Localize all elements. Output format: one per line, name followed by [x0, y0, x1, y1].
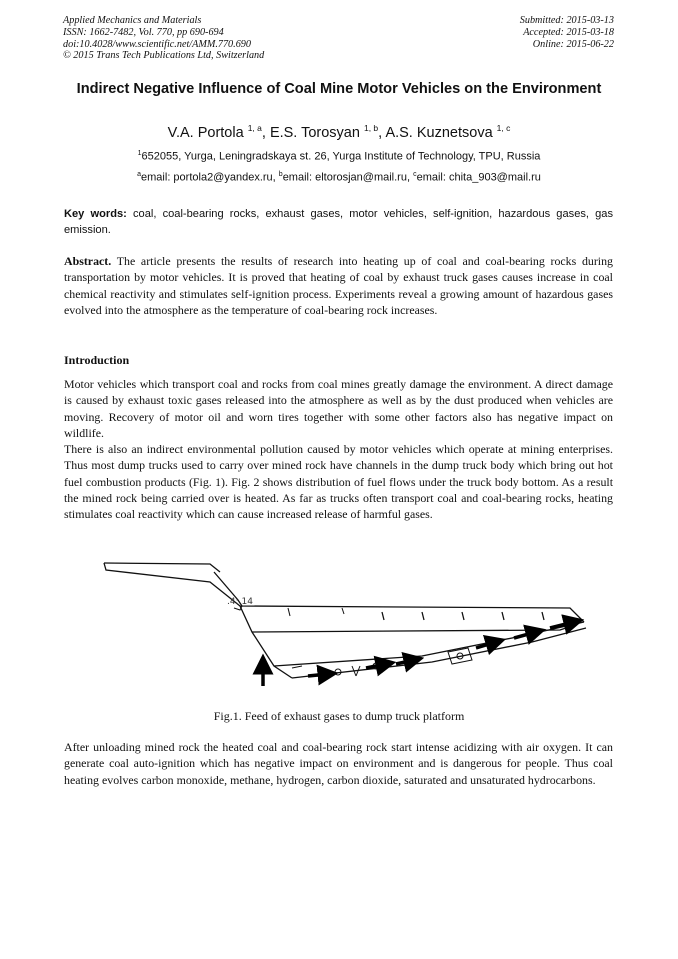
author-affil-mark: 1, a [247, 123, 262, 133]
exhaust-arrow [308, 674, 328, 676]
journal-name: Applied Mechanics and Materials [63, 15, 202, 26]
author-list: V.A. Portola $^{1, a}$, E.S. Torosyan $^{1, b}$, A.S. Kuznetsova $^{1, c}$ [167, 123, 511, 141]
author-name: A.S. Kuznetsova [385, 124, 493, 141]
date-online: Online: 2015-06-22 [532, 38, 614, 50]
journal-copyright: © 2015 Trans Tech Publications Ltd, Switzerland [63, 50, 265, 62]
author-name: E.S. Torosyan [269, 124, 360, 141]
journal-issn: ISSN: 1662-7482, Vol. 770, pp 690-694 [63, 26, 224, 38]
dates-info [520, 15, 614, 50]
introduction-heading: Introduction [64, 353, 130, 367]
author-affil-mark: 1, c [496, 123, 511, 133]
dump-truck-figure [92, 548, 592, 698]
date-accepted: Accepted: 2015-03-18 [523, 26, 614, 38]
journal-info [63, 15, 264, 62]
affiliation [60, 150, 618, 163]
paper-title: Indirect Negative Influence of Coal Mine Motor Vehicles on the Environment [76, 81, 602, 97]
email-b: email: eltorosjan@mail.ru, [282, 171, 414, 184]
author-affil-mark: 1, b [363, 123, 379, 133]
email-mark: b [278, 171, 283, 178]
svg-text:.4: 14: .4: 14 [227, 597, 253, 607]
exhaust-arrow [396, 660, 414, 664]
date-submitted: Submitted: 2015-03-13 [519, 15, 614, 26]
email-mark: a [137, 171, 142, 178]
keywords-label: Key words: [64, 208, 127, 220]
affiliation-mark: 1 [137, 150, 142, 157]
introduction-paragraph-1: Motor vehicles which transport coal and rocks from coal mines greatly damage the environment. A direct damage is caused by exhaust toxic gases released into the atmosphere as well as by the dust produced when vehicles are moving. Recovery of motor oil and worn tires together with some other factors also has negative impact on wildlife. [64, 377, 613, 440]
abstract [64, 253, 613, 318]
keywords-text: coal, coal-bearing rocks, exhaust gases, motor vehicles, self-ignition, hazardous gases, gas emission. [64, 208, 614, 236]
introduction-paragraph-2: There is also an indirect environmental pollution caused by motor vehicles which operate at mining enterprises. Thus most dump trucks used to carry over mined rock have channels in the dump truck body which bring out hot fuel combustion products (Fig. 1). Fig. 2 shows distribution of fuel flows under the truck body bottom. As a result the mined rock being carried over is heated. As far as trucks often transport coal and coal-bearing rocks, heating stimulates coal reactivity which can cause increased release of harmful gases. [64, 442, 613, 522]
author-name: V.A. Portola [167, 124, 244, 141]
author-emails [40, 171, 638, 184]
abstract-text: The article presents the results of research into heating up of coal and coal-bearing rocks during transportation by motor vehicles. It is proved that heating of coal by exhaust truck gases causes increase in coal chemical reactivity and stimulates self-ignition process. Experiments reveal a growing amount of hazardous gases evolved into the atmosphere as the temperature of coal-bearing rock increases. [64, 254, 613, 317]
email-a: email: portola2@yandex.ru, [141, 171, 279, 184]
affiliation-text: 652055, Yurga, Leningradskaya st. 26, Yurga Institute of Technology, TPU, Russia [141, 150, 541, 163]
paragraph-after-figure: After unloading mined rock the heated coal and coal-bearing rock start intense acidizing with air oxygen. It can generate coal auto-ignition which has negative impact on environment and is dangerous for people. Thus coal heating evolves carbon monoxide, methane, hydrogen, carbon dioxide, saturated and unsaturated hydrocarbons. [64, 740, 613, 787]
figure-caption: Fig.1. Feed of exhaust gases to dump truck platform [213, 709, 465, 723]
exhaust-arrow [514, 632, 536, 638]
email-mark: c [413, 171, 417, 178]
keywords [64, 206, 613, 238]
email-c: email: chita_903@mail.ru [416, 171, 541, 184]
journal-doi: doi:10.4028/www.scientific.net/AMM.770.690 [63, 38, 251, 50]
truck-body-outline [104, 563, 586, 678]
abstract-label: Abstract. [64, 254, 112, 268]
